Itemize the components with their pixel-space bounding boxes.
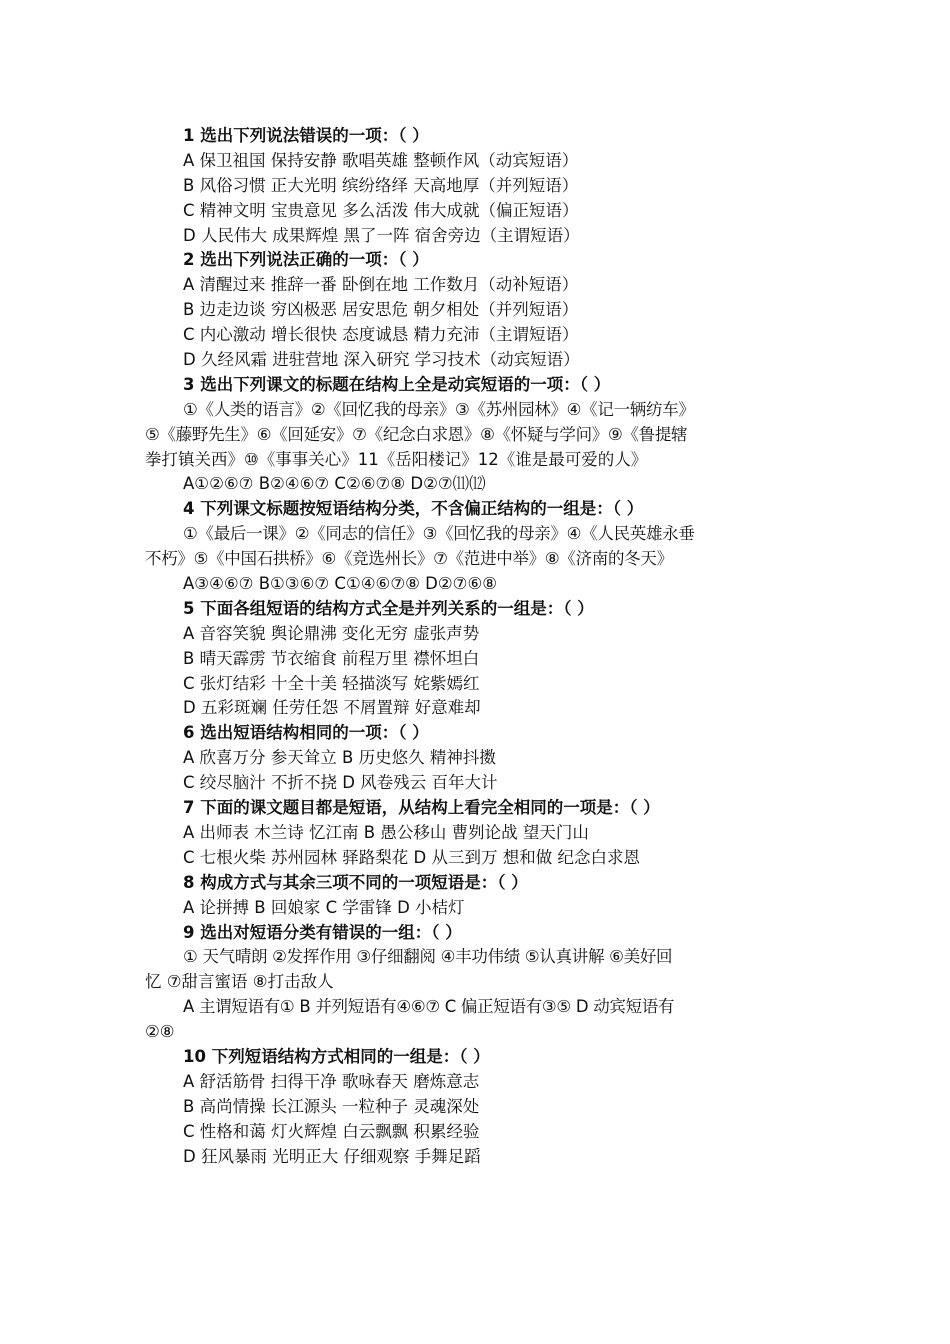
- option-line: A①②⑥⑦ B②④⑥⑦ C②⑥⑦⑧ D②⑦⑾⑿: [183, 474, 486, 494]
- option-line: B 边走边谈 穷凶极恶 居安思危 朝夕相处（并列短语）: [183, 300, 579, 320]
- question-title: 8 构成方式与其余三项不同的一项短语是：（ ）: [183, 872, 528, 892]
- option-line: ②⑧: [145, 1022, 175, 1042]
- option-line: B 风俗习惯 正大光明 缤纷络绎 天高地厚（并列短语）: [183, 175, 579, 195]
- question-title: 9 选出对短语分类有错误的一组：（ ）: [183, 922, 462, 942]
- option-line: C 七根火柴 苏州园林 驿路梨花 D 从三到万 想和做 纪念白求恩: [183, 847, 640, 867]
- option-line: D 五彩斑斓 任劳任怨 不屑置辩 好意难却: [183, 698, 481, 718]
- document-page: [145, 124, 805, 1169]
- option-line: C 精神文明 宝贵意见 多么活泼 伟大成就（偏正短语）: [183, 200, 579, 220]
- stem-line: ①《人类的语言》②《回忆我的母亲》③《苏州园林》④《记一辆纺车》: [183, 399, 695, 419]
- option-line: A 论拼搏 B 回娘家 C 学雷锋 D 小桔灯: [183, 897, 465, 917]
- option-line: A 欣喜万分 参天耸立 B 历史悠久 精神抖擞: [183, 748, 496, 768]
- option-line: C 内心激动 增长很快 态度诚恳 精力充沛（主谓短语）: [183, 325, 579, 345]
- option-line: B 晴天霹雳 节衣缩食 前程万里 襟怀坦白: [183, 648, 480, 668]
- option-line: A③④⑥⑦ B①③⑥⑦ C①④⑥⑦⑧ D②⑦⑥⑧: [183, 574, 498, 594]
- option-line: A 清醒过来 推辞一番 卧倒在地 工作数月（动补短语）: [183, 275, 579, 295]
- option-line: B 高尚情操 长江源头 一粒种子 灵魂深处: [183, 1096, 480, 1116]
- option-line: A 舒活筋骨 扫得干净 歌咏春天 磨炼意志: [183, 1071, 480, 1091]
- option-line: A 保卫祖国 保持安静 歌唱英雄 整顿作风（动宾短语）: [183, 150, 579, 170]
- option-line: C 性格和蔼 灯火辉煌 白云飘飘 积累经验: [183, 1121, 480, 1141]
- stem-line: 拳打镇关西》⑩《事事关心》11《岳阳楼记》12《谁是最可爱的人》: [145, 449, 648, 469]
- stem-line: ① 天气晴朗 ②发挥作用 ③仔细翻阅 ④丰功伟绩 ⑤认真讲解 ⑥美好回: [183, 947, 673, 967]
- question-title: 3 选出下列课文的标题在结构上全是动宾短语的一项：（ ）: [183, 374, 611, 394]
- option-line: D 人民伟大 成果辉煌 黑了一阵 宿舍旁边（主谓短语）: [183, 225, 580, 245]
- question-title: 5 下面各组短语的结构方式全是并列关系的一组是：（ ）: [183, 598, 594, 618]
- stem-line: 不朽》⑤《中国石拱桥》⑥《竞选州长》⑦《范进中举》⑧《济南的冬天》: [145, 549, 673, 569]
- stem-line: 忆 ⑦甜言蜜语 ⑧打击敌人: [145, 972, 334, 992]
- option-line: A 音容笑貌 舆论鼎沸 变化无穷 虚张声势: [183, 623, 480, 643]
- stem-line: ①《最后一课》②《同志的信任》③《回忆我的母亲》④《人民英雄永垂: [183, 524, 695, 544]
- option-line: D 狂风暴雨 光明正大 仔细观察 手舞足蹈: [183, 1146, 481, 1166]
- question-title: 6 选出短语结构相同的一项：（ ）: [183, 723, 429, 743]
- option-line: A 主谓短语有① B 并列短语有④⑥⑦ C 偏正短语有③⑤ D 动宾短语有: [183, 997, 675, 1017]
- question-title: 10 下列短语结构方式相同的一组是：（ ）: [183, 1046, 490, 1066]
- option-line: A 出师表 木兰诗 忆江南 B 愚公移山 曹刿论战 望天门山: [183, 822, 589, 842]
- option-line: D 久经风霜 进驻营地 深入研究 学习技术（动宾短语）: [183, 350, 580, 370]
- question-title: 1 选出下列说法错误的一项：（ ）: [183, 126, 429, 145]
- question-title: 2 选出下列说法正确的一项：（ ）: [183, 250, 429, 270]
- option-line: C 绞尽脑汁 不折不挠 D 风卷残云 百年大计: [183, 773, 498, 793]
- question-title: 7 下面的课文题目都是短语，从结构上看完全相同的一项是：（ ）: [183, 798, 660, 818]
- option-line: C 张灯结彩 十全十美 轻描淡写 姹紫嫣红: [183, 673, 480, 693]
- stem-line: ⑤《藤野先生》⑥《回延安》⑦《纪念白求恩》⑧《怀疑与学问》⑨《鲁提辖: [145, 424, 688, 444]
- question-title: 4 下列课文标题按短语结构分类，不含偏正结构的一组是：（ ）: [183, 499, 644, 519]
